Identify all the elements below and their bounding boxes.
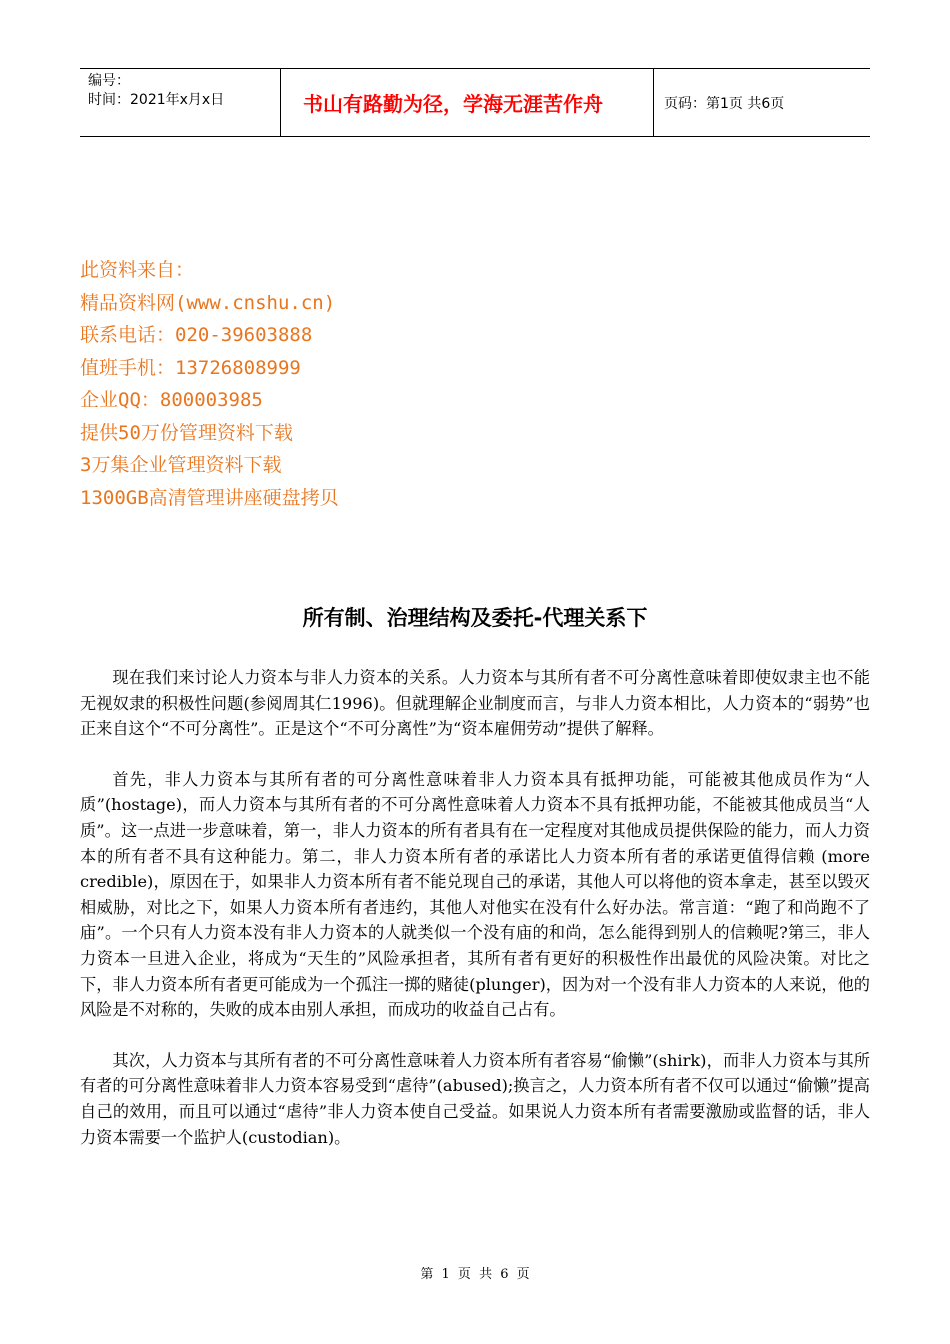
- promo-line: 1300GB高清管理讲座硬盘拷贝: [80, 486, 339, 509]
- number-label: 编号：: [88, 73, 130, 89]
- promo-line: 精品资料网(www.cnshu.cn): [80, 291, 336, 314]
- footer-page-number: 1: [441, 1267, 450, 1282]
- promo-line: 企业QQ：800003985: [80, 389, 263, 411]
- header-page-code: 页码：第1页 共6页: [664, 95, 785, 112]
- promo-line: 联系电话：020-39603888: [80, 324, 313, 346]
- promo-line: 3万集企业管理资料下载: [80, 454, 282, 476]
- header-motto: 书山有路勤为径，学海无涯苦作舟: [281, 69, 654, 136]
- promo-line: 提供50万份管理资料下载: [80, 421, 293, 444]
- body-paragraph: 首先，非人力资本与其所有者的可分离性意味着非人力资本具有抵押功能，可能被其他成员作为“人质”(hostage)，而人力资本与其所有者的不可分离性意味着人力资本不具有抵押功能，不能被其他成员当“人质”。这一点进一步意味着，第一，非人力资本的所有者具有在一定程度对其他成员提供保险的能力，而人力资本的所有者不具有这种能力。第二，非人力资本所有者的承诺比人力资本所有者的承诺更值得信赖 (more credible)，原因在于，如果非人力资本所有者不能兑现自己的承诺，其他人可以将他的资本拿走，甚至以毁灭相威胁，对比之下，如果人力资本所有者违约，其他人对他实在没有什么好办法。常言道：“跑了和尚跑不了庙”。一个只有人力资本没有非人力资本的人就类似一个没有庙的和尚，怎么能得到别人的信赖呢?第三，非人力资本一旦进入企业，将成为“天生的”风险承担者，其所有者有更好的积极性作出最优的风险决策。对比之下，非人力资本所有者更可能成为一个孤注一掷的赌徒(plunger)，因为对一个没有非人力资本的人来说，他的风险是不对称的，失败的成本由别人承担，而成功的收益自己占有。: [80, 769, 870, 1020]
- promo-line: 值班手机：13726808999: [80, 356, 301, 379]
- document-header: [80, 68, 870, 137]
- document-title: 所有制、治理结构及委托-代理关系下: [302, 606, 648, 630]
- body-paragraph: 其次，人力资本与其所有者的不可分离性意味着人力资本所有者容易“偷懒”(shirk)，而非人力资本与其所有者的可分离性意味着非人力资本容易受到“虐待”(abused);换言之，人力资本所有者不仅可以通过“偷懒”提高自己的效用，而且可以通过“虐待”非人力资本使自己受益。如果说人力资本所有者需要激励或监督的话，非人力资本需要一个监护人(custodian)。: [80, 1050, 870, 1147]
- promo-block: [80, 254, 339, 514]
- footer-gong: 共: [479, 1267, 493, 1282]
- body-paragraph: 现在我们来讨论人力资本与非人力资本的关系。人力资本与其所有者不可分离性意味着即使奴隶主也不能无视奴隶的积极性问题(参阅周其仁1996)。但就理解企业制度而言，与非人力资本相比，人力资本的“弱势”也正来自这个“不可分离性”。正是这个“不可分离性”为“资本雇佣劳动”提供了解释。: [80, 668, 870, 739]
- document-body: [80, 665, 870, 1175]
- page-footer: [0, 1263, 950, 1282]
- footer-total-pages: 6: [500, 1267, 509, 1282]
- time-label: 时间：2021年x月x日: [88, 92, 225, 108]
- footer-ye: 页: [457, 1267, 471, 1282]
- footer-ye: 页: [516, 1267, 530, 1282]
- promo-line: 此资料来自：: [80, 259, 195, 281]
- footer-di: 第: [420, 1267, 434, 1282]
- header-meta: [80, 69, 281, 136]
